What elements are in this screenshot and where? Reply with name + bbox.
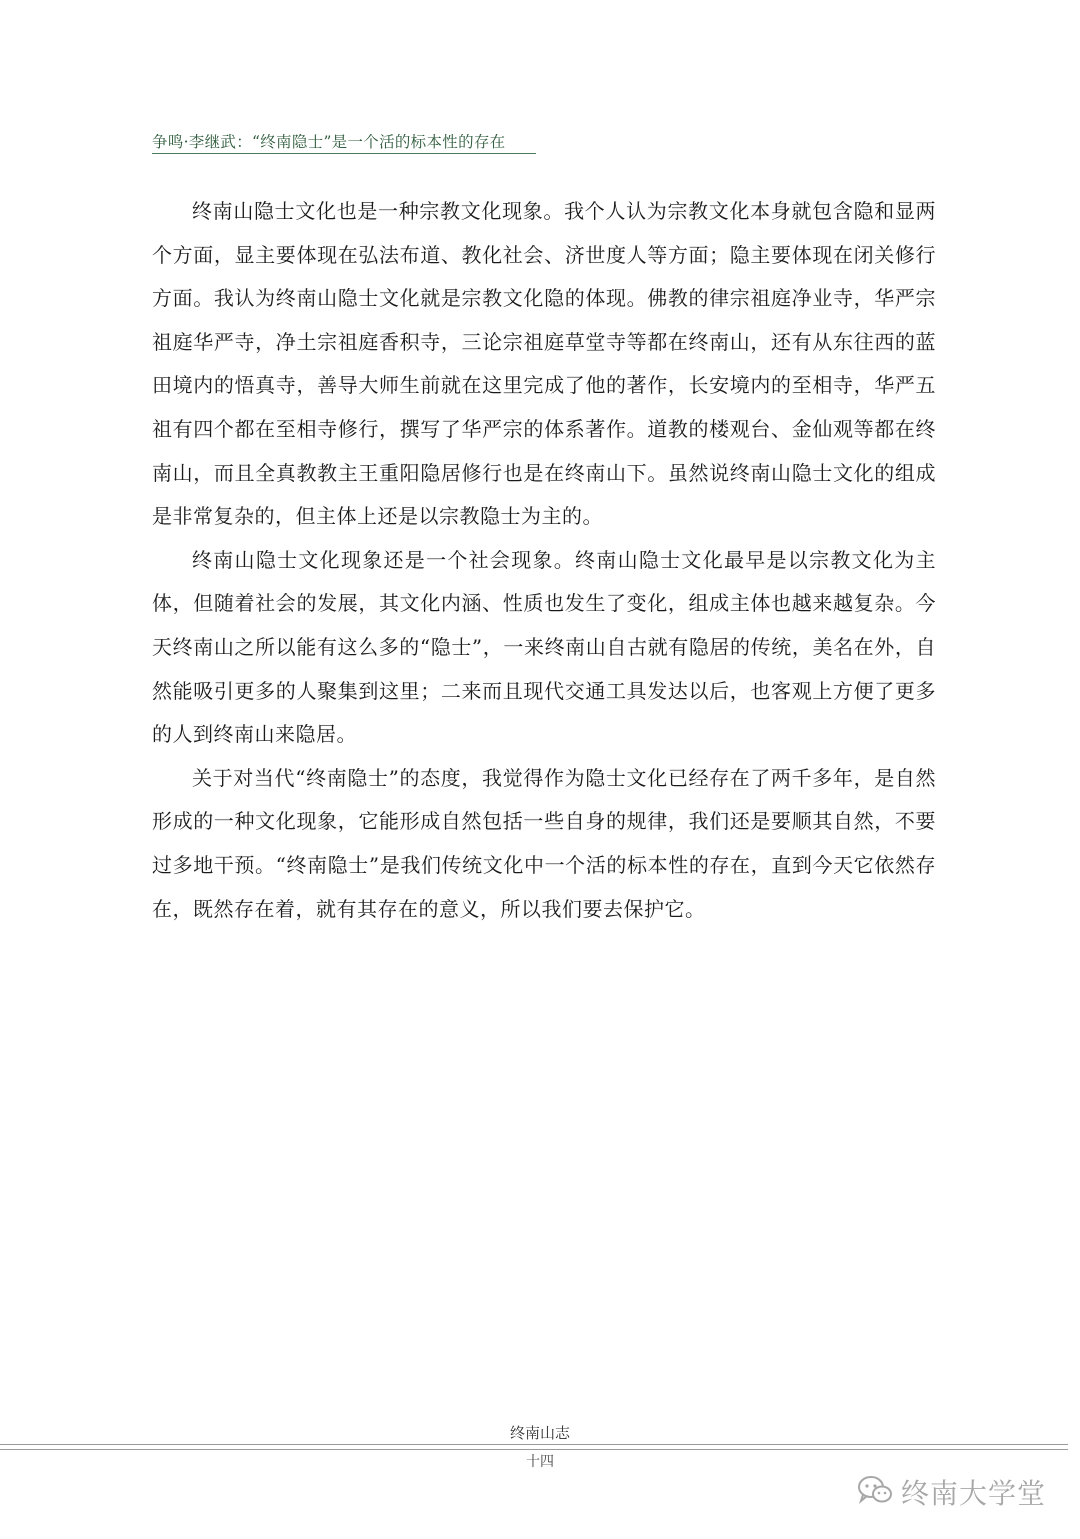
watermark [857,1472,1046,1512]
watermark-text: 终南大学堂 [900,1477,1046,1510]
paragraph: 关于对当代“终南隐士”的态度，我觉得作为隐士文化已经存在了两千多年，是自然形成的一种文化现象，它能形成自然包括一些自身的规律，我们还是要顺其自然，不要过多地干预。“终南隐士”是我们传统文化中一个活的标本性的存在，直到今天它依然存在，既然存在着，就有其存在的意义，所以我们要去保护它。 [152,765,936,921]
running-header: 争鸣·李继武：“终南隐士”是一个活的标本性的存在 [152,133,506,151]
footer-rule [0,1444,1068,1450]
page-number: 十四 [526,1454,554,1470]
article-body [152,190,936,931]
footer-title: 终南山志 [509,1424,570,1442]
wechat-icon [857,1475,893,1509]
header-underline [152,153,536,154]
paragraph: 终南山隐士文化也是一种宗教文化现象。我个人认为宗教文化本身就包含隐和显两个方面，显主要体现在弘法布道、教化社会、济世度人等方面；隐主要体现在闭关修行方面。我认为终南山隐士文化就是宗教文化隐的体现。佛教的律宗祖庭净业寺，华严宗祖庭华严寺，净土宗祖庭香积寺，三论宗祖庭草堂寺等都在终南山，还有从东往西的蓝田境内的悟真寺，善导大师生前就在这里完成了他的著作，长安境内的至相寺，华严五祖有四个都在至相寺修行，撰写了华严宗的体系著作。道教的楼观台、金仙观等都在终南山，而且全真教教主王重阳隐居修行也是在终南山下。虽然说终南山隐士文化的组成是非常复杂的，但主体上还是以宗教隐士为主的。 [152,199,936,529]
paragraph: 终南山隐士文化现象还是一个社会现象。终南山隐士文化最早是以宗教文化为主体，但随着社会的发展，其文化内涵、性质也发生了变化，组成主体也越来越复杂。今天终南山之所以能有这么多的“隐士”，一来终南山自古就有隐居的传统，美名在外，自然能吸引更多的人聚集到这里；二来而且现代交通工具发达以后，也客观上方便了更多的人到终南山来隐居。 [152,547,936,747]
